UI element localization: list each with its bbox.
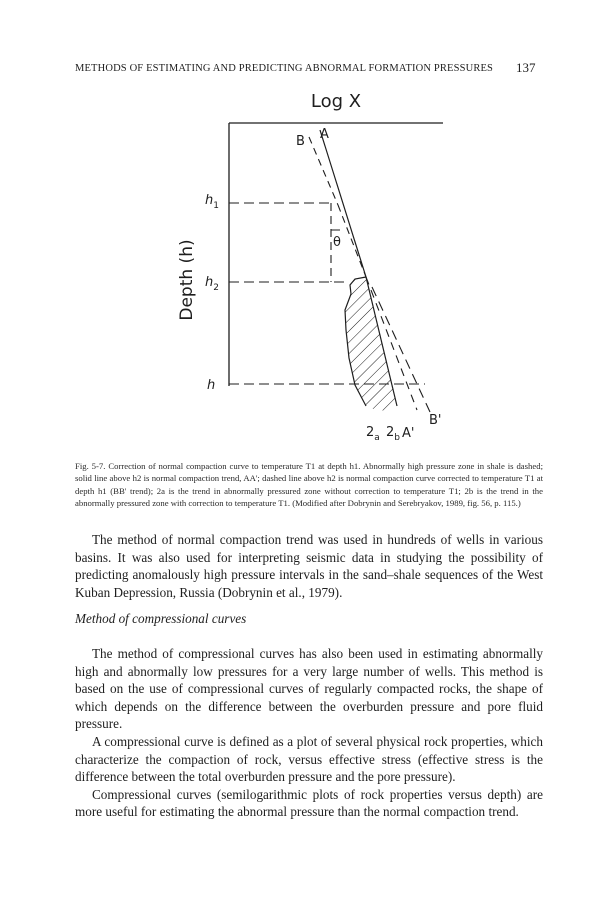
label-2b: $2_b$ [386, 425, 400, 443]
label-a-prime: A' [402, 426, 415, 441]
running-title: METHODS OF ESTIMATING AND PREDICTING ABNORMAL FORMATION PRESSURES [75, 63, 494, 74]
page-number: 137 [516, 60, 536, 75]
corrected-trend-bb-middle [338, 205, 366, 277]
label-b: B [296, 134, 305, 149]
y-axis-title: Depth (h) [177, 239, 197, 321]
label-h: h [207, 378, 216, 393]
paragraph-4: Compressional curves (semilogarithmic plots of rock properties versus depth) are more useful for estimating the abnormal pressure than the normal compaction trend. [75, 786, 543, 820]
section-heading: Method of compressional curves [75, 611, 247, 626]
figure-5-7 [0, 80, 615, 455]
paragraph-2: The method of compressional curves has also been used in estimating abnormally high and abnormally low pressures for a very large number of wells. This method is based on the use of compressional curves of regularly compacted rocks, the shape of which depends on the difference between the overburden pressure and pore fluid pressure. [75, 646, 543, 732]
figure-caption: Fig. 5-7. Correction of normal compaction curve to temperature T1 at depth h1. Abnormally high pressure zone in shale is dashed; solid line above h2 is normal compaction trend, AA'; dashed line above h2 is normal compaction curve corrected to temperature T1 at depth h1 (BB' trend); 2a is the trend in abnormally pressured zone without correction to temperature T1; 2b is the trend in the abnormally pressured zone with correction to temperature T1. (Modified after Dobrynin and Serebryakov, 1989, fig. 56, p. 115.) [75, 461, 543, 509]
x-axis-title: Log X [310, 91, 362, 112]
paragraph-3: A compressional curve is defined as a plot of several physical rock properties, which characterize the compaction of rock, versus effective stress (effective stress is the difference between the total overburden pressure and the pore pressure). [75, 733, 543, 785]
theta-label: θ [333, 235, 341, 250]
label-h1: $h_1$ [205, 193, 219, 211]
label-h2: $h_2$ [205, 275, 219, 293]
corrected-trend-bb-upper [309, 137, 338, 205]
paragraph-1-text: The method of normal compaction trend was used in hundreds of wells in various basins. It was also used for interpreting seismic data in studying the possibility of predicting anomalously high pressure intervals in the sand–shale sequences of the West Kuban Depression, Russia (Dobrynin et al., 1979). [75, 532, 543, 600]
paragraphs-compressional [75, 645, 543, 821]
label-2a: $2_a$ [366, 425, 380, 443]
label-a: A [320, 127, 329, 142]
paragraph-1 [75, 531, 543, 601]
label-b-prime: B' [429, 413, 442, 428]
